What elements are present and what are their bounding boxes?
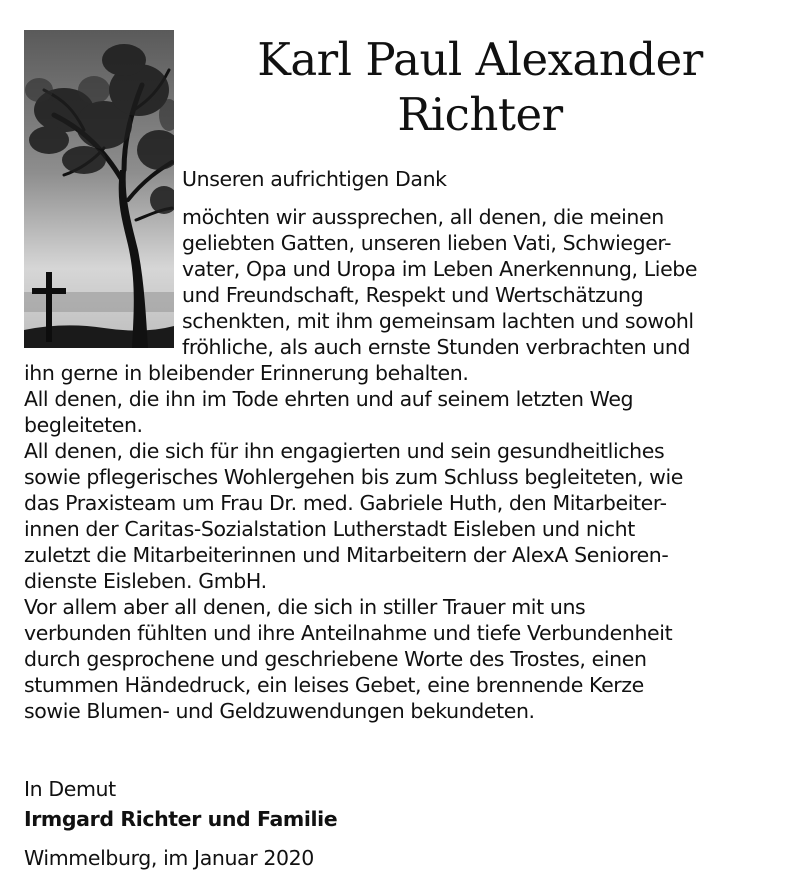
name-line-1: Karl Paul Alexander xyxy=(257,33,703,86)
body-line: vater, Opa und Uropa im Leben Anerkennung, Liebe xyxy=(182,257,698,281)
body-line: innen der Caritas-Sozialstation Lutherstadt Eisleben und nicht xyxy=(24,517,635,541)
body-line: zuletzt die Mitarbeiterinnen und Mitarbeitern der AlexA Senioren- xyxy=(24,543,669,567)
body-line: ihn gerne in bleibender Erinnerung behalten. xyxy=(24,361,469,385)
deceased-name xyxy=(180,32,780,142)
body-line: fröhliche, als auch ernste Stunden verbrachten und xyxy=(182,335,691,359)
body-line: Vor allem aber all denen, die sich in stiller Trauer mit uns xyxy=(24,595,586,619)
body-line: begleiteten. xyxy=(24,413,143,437)
body-line: All denen, die sich für ihn engagierten und sein gesundheitliches xyxy=(24,439,665,463)
body-text-full xyxy=(24,360,784,724)
signature: Irmgard Richter und Familie xyxy=(24,807,338,831)
body-text-indented xyxy=(24,204,784,360)
body-line: durch gesprochene und geschriebene Worte des Trostes, einen xyxy=(24,647,647,671)
salutation: In Demut xyxy=(24,777,116,801)
body-line: möchten wir aussprechen, all denen, die meinen xyxy=(182,205,664,229)
body-line: schenkten, mit ihm gemeinsam lachten und sowohl xyxy=(182,309,694,333)
body-line: geliebten Gatten, unseren lieben Vati, Schwieger- xyxy=(182,231,672,255)
name-line-2: Richter xyxy=(397,88,563,141)
body-line: dienste Eisleben. GmbH. xyxy=(24,569,267,593)
body-line: das Praxisteam um Frau Dr. med. Gabriele Huth, den Mitarbeiter- xyxy=(24,491,667,515)
lead-line: Unseren aufrichtigen Dank xyxy=(182,167,447,191)
body-line: sowie pflegerisches Wohlergehen bis zum Schluss begleiteten, wie xyxy=(24,465,683,489)
body-line: sowie Blumen- und Geldzuwendungen bekundeten. xyxy=(24,699,535,723)
body-line: All denen, die ihn im Tode ehrten und auf seinem letzten Weg xyxy=(24,387,634,411)
body-line: und Freundschaft, Respekt und Wertschätzung xyxy=(182,283,644,307)
body-line: verbunden fühlten und ihre Anteilnahme und tiefe Verbundenheit xyxy=(24,621,673,645)
place-and-date: Wimmelburg, im Januar 2020 xyxy=(24,846,314,870)
body-line: stummen Händedruck, ein leises Gebet, eine brennende Kerze xyxy=(24,673,644,697)
